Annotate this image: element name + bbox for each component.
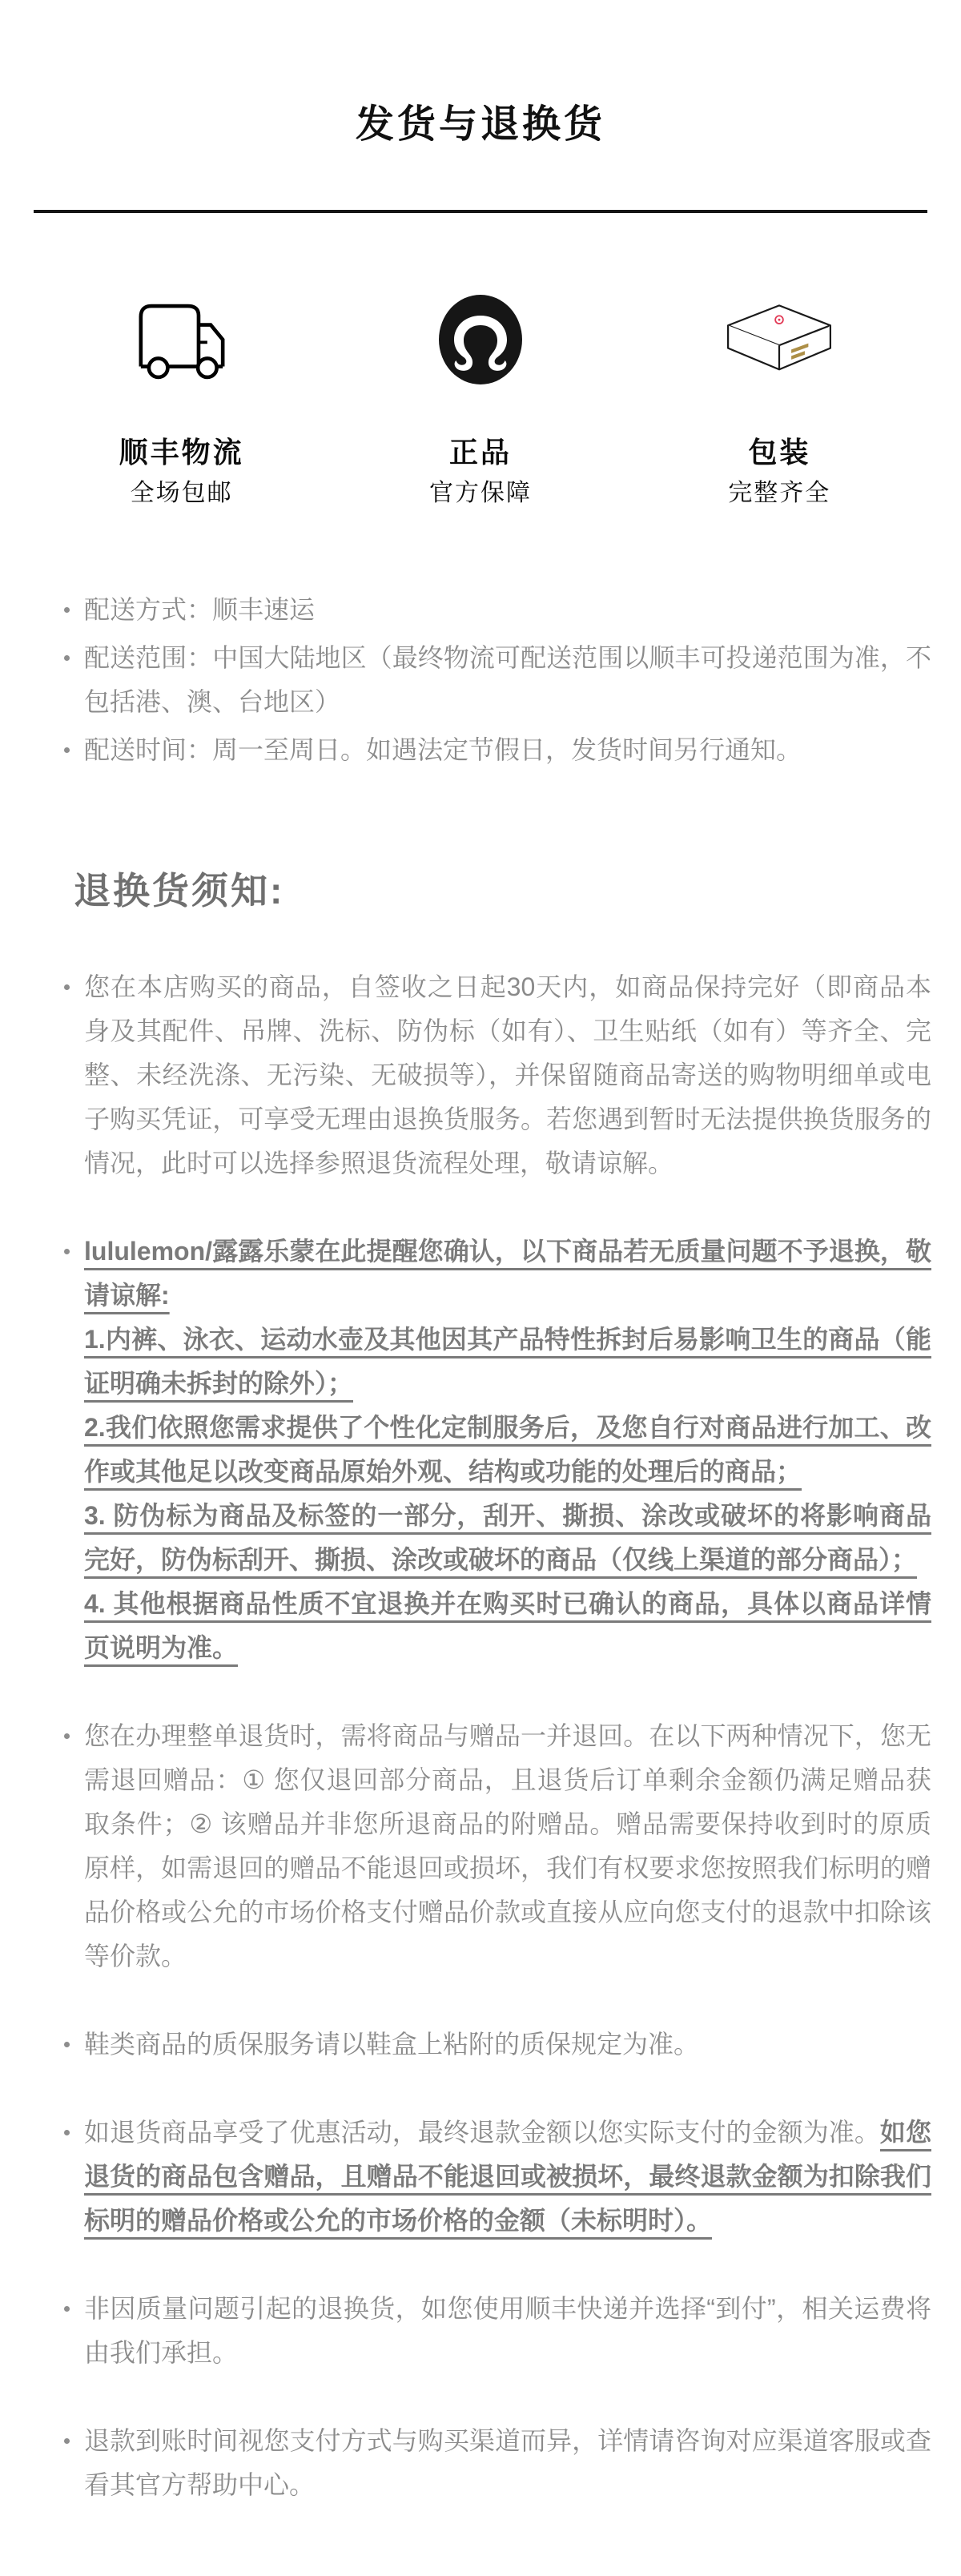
truck-icon bbox=[131, 293, 232, 386]
list-item bbox=[62, 965, 931, 1185]
note-text: 您在办理整单退货时，需将商品与赠品一并退回。在以下两种情况下，您无需退回赠品：① 您仅退回部分商品，且退货后订单剩余金额仍满足赠品获取条件；② 该赠品并非您所退商品的附赠品。赠品需要保持收到时的原质原样，如需退回的赠品不能退回或损坏，我们有权要求您按照我们标明的赠品价格或公允的市场价格支付赠品价款或直接从应向您支付的退款中扣除该等价款。 bbox=[84, 1721, 931, 1970]
title-divider bbox=[34, 210, 927, 213]
page-title: 发货与退换货 bbox=[355, 103, 605, 146]
list-item bbox=[62, 2287, 931, 2375]
list-item bbox=[62, 2023, 931, 2067]
note-text-emphasis: 4. 其他根据商品性质不宜退换并在购买时已确认的商品，具体以商品详情页说明为准。 bbox=[84, 1589, 931, 1662]
note-text: 退款到账时间视您支付方式与购买渠道而异，详情请咨询对应渠道客服或查看其官方帮助中心。 bbox=[84, 2426, 931, 2499]
list-item bbox=[62, 2111, 931, 2243]
feature-column-logistics bbox=[32, 293, 331, 505]
note-text: 非因质量问题引起的退换货，如您使用顺丰快递并选择“到付”，相关运费将由我们承担。 bbox=[84, 2294, 931, 2367]
note-text-emphasis: lululemon/露露乐蒙在此提醒您确认，以下商品若无质量问题不予退换，敬请谅解: bbox=[84, 1237, 931, 1310]
package-box-icon bbox=[722, 293, 836, 386]
returns-heading: 退换货须知: bbox=[74, 870, 285, 912]
feature-title-authentic: 正品 bbox=[448, 436, 512, 469]
feature-subtitle-logistics: 全场包邮 bbox=[130, 480, 233, 506]
note-text: 您在本店购买的商品，自签收之日起30天内，如商品保持完好（即商品本身及其配件、吊牌、洗标、防伪标（如有）、卫生贴纸（如有）等齐全、完整、未经洗涤、无污染、无破损等），并保留随商品寄送的购物明细单或电子购买凭证，可享受无理由退换货服务。若您遇到暂时无法提供换货服务的情况，此时可以选择参照退货流程处理，敬请谅解。 bbox=[84, 972, 931, 1177]
list-item bbox=[62, 636, 931, 724]
features-row bbox=[32, 293, 929, 505]
note-text: 鞋类商品的质保服务请以鞋盒上粘附的质保规定为准。 bbox=[84, 2030, 700, 2059]
note-text-emphasis: 2.我们依照您需求提供了个性化定制服务后，及您自行对商品进行加工、改作或其他足以改变商品原始外观、结构或功能的处理后的商品； bbox=[84, 1413, 931, 1486]
lululemon-logo-icon bbox=[438, 293, 523, 386]
shipping-notes-list bbox=[62, 588, 931, 772]
list-item bbox=[62, 588, 931, 632]
feature-title-packaging: 包装 bbox=[748, 436, 811, 469]
note-text: 配送时间：周一至周日。如遇法定节假日，发货时间另行通知。 bbox=[84, 735, 802, 764]
list-item bbox=[62, 728, 931, 772]
note-text: 配送范围：中国大陆地区（最终物流可配送范围以顺丰可投递范围为准，不包括港、澳、台地区） bbox=[84, 643, 931, 716]
feature-title-logistics: 顺丰物流 bbox=[119, 436, 244, 469]
feature-column-packaging bbox=[630, 293, 929, 505]
note-text: 如退货商品享受了优惠活动，最终退款金额以您实际支付的金额为准。 bbox=[84, 2118, 880, 2147]
note-text-emphasis: 3. 防伪标为商品及标签的一部分，刮开、撕损、涂改或破坏的将影响商品完好，防伪标刮开、撕损、涂改或破坏的商品（仅线上渠道的部分商品）； bbox=[84, 1501, 931, 1574]
list-item bbox=[62, 2419, 931, 2507]
feature-subtitle-authentic: 官方保障 bbox=[428, 480, 532, 506]
feature-column-authentic bbox=[331, 293, 629, 505]
list-item bbox=[62, 1230, 931, 1670]
note-text-emphasis: 1.内裤、泳衣、运动水壶及其他因其产品特性拆封后易影响卫生的商品（能证明确未拆封的除外）； bbox=[84, 1325, 931, 1398]
note-text: 配送方式：顺丰速运 bbox=[84, 595, 316, 624]
feature-subtitle-packaging: 完整齐全 bbox=[728, 480, 831, 506]
return-notes-list bbox=[62, 965, 931, 2507]
note-text-emphasis: 如您退货的商品包含赠品，且赠品不能退回或被损坏，最终退款金额为扣除我们标明的赠品价格或公允的市场价格的金额（未标明时）。 bbox=[84, 2118, 931, 2235]
list-item bbox=[62, 1714, 931, 1978]
